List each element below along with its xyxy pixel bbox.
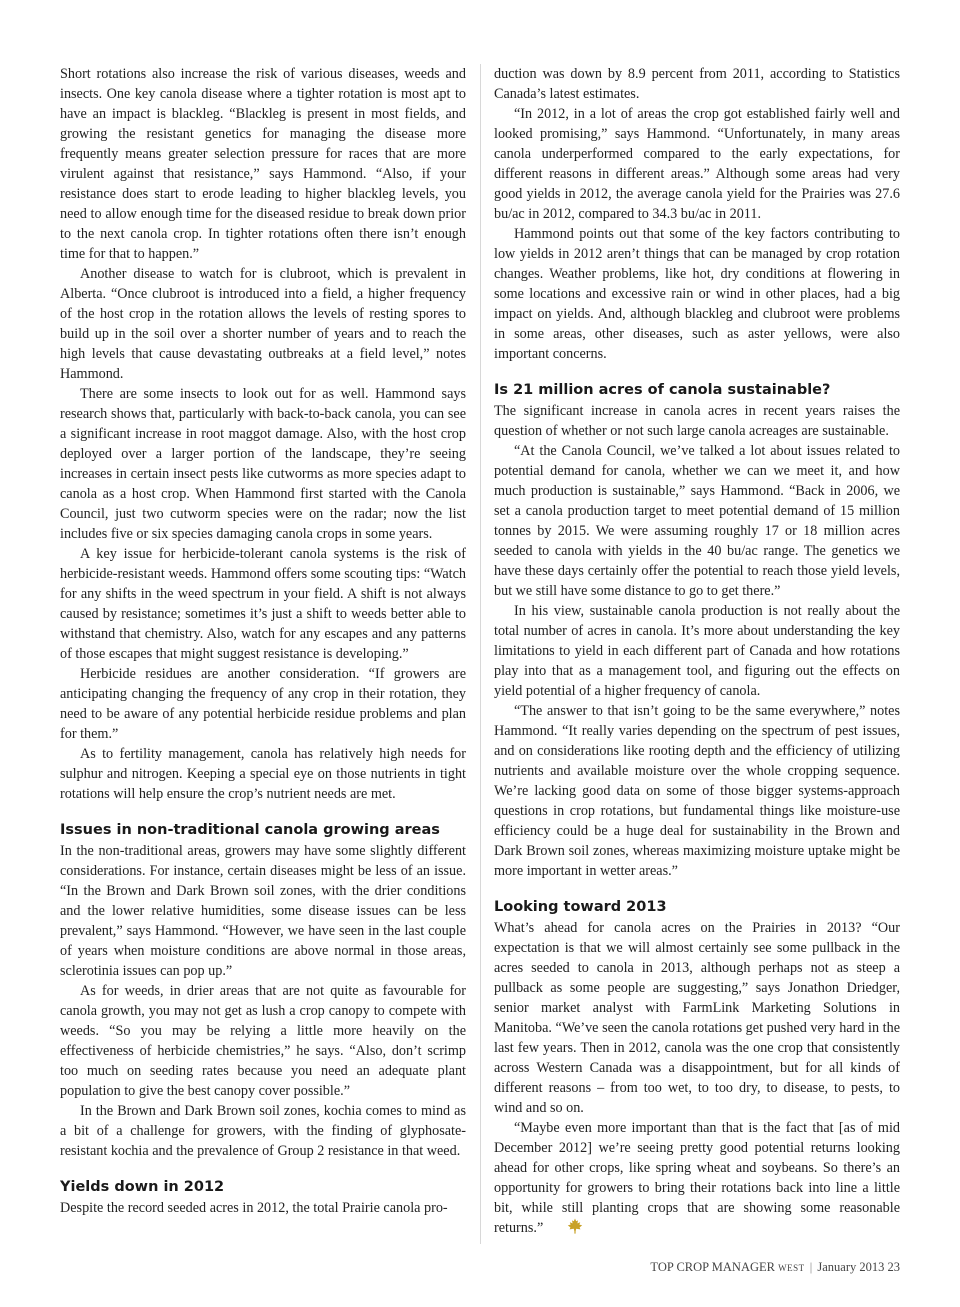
left-column [60,64,466,1218]
column-divider [480,64,481,1244]
article-paragraph: As to fertility management, canola has relatively high needs for sulphur and nitrogen. Keeping a special eye on those nutrients in tight rotations will help ensure the crop’s nutrient needs are met. [60,746,466,802]
article-paragraph: A key issue for herbicide-tolerant canola systems is the risk of herbicide-resistant weeds. Hammond offers some scouting tips: “Watch for any shifts in the weed spectrum in your field. A shift is not always caused by resistance; sometimes it’s just a shift to weeds better able to withstand that chemistry. Also, watch for any escapes and any patterns of those escapes that might suggest resistance is developing.” [60,546,466,662]
article-paragraph: “The answer to that isn’t going to be the same everywhere,” notes Hammond. “It really varies depending on the spectrum of pest issues, and on considerations like rooting depth and the efficiency of utilizing nutrients and available moisture over the whole cropping sequence. We’re lacking good data on some of those bigger systems-approach questions in crop rotations, but fundamental things like moisture-use efficiency could be a huge deal for sustainability in the Brown and Dark Brown soil zones, whereas maximizing moisture uptake might be more important in wetter areas.” [494,703,900,879]
section-heading-yields: Yields down in 2012 [60,1179,225,1195]
section-heading-nontraditional: Issues in non-traditional canola growing areas [60,822,440,838]
article-paragraph: Short rotations also increase the risk of various diseases, weeds and insects. One key canola disease where a tighter rotation is most apt to have an impact is blackleg. “Blackleg is present in most fields, and growing the resistant genetics for managing the disease more frequently means greater selection pressure for races that are more virulent against that resistance,” says Hammond. “Also, if your resistance does start to erode leading to higher blackleg levels, you need to allow enough time for the diseased residue to break down prior to the next canola crop. In tighter rotations often there isn’t enough time for that to happen.” [60,66,466,262]
article-paragraph: Herbicide residues are another consideration. “If growers are anticipating changing the frequency of any crop in their rotation, they need to be aware of any potential herbicide residue problems and plan for them.” [60,666,466,742]
section-heading-2013: Looking toward 2013 [494,899,667,915]
edition-label: WEST [778,1263,805,1273]
article-paragraph: The significant increase in canola acres in recent years raises the question of whether or not such large canola acreages are sustainable. [494,403,900,439]
article-paragraph [494,1118,900,1238]
page-footer [650,1260,900,1275]
maple-leaf-icon [547,1218,563,1234]
article-paragraph: Another disease to watch for is clubroot, which is prevalent in Alberta. “Once clubroot is introduced into a field, a higher frequency of the host crop in the rotation allows the levels of resting spores to build up in the soil over a shorter number of years and to reach the high levels that cause devastating outbreaks at a field level,” notes Hammond. [60,266,466,382]
article-paragraph: As for weeds, in drier areas that are not quite as favourable for canola growth, you may not get as lush a crop canopy to compete with weeds. “So you may be relying a little more heavily on the effectiveness of herbicide chemistries,” he says. “Also, don’t scrimp too much on seeding rates because you need an adequate plant population to give the best canopy cover possible.” [60,983,466,1099]
article-paragraph: “In 2012, in a lot of areas the crop got established fairly well and looked promising,” says Hammond. “Unfortunately, in many areas canola underperformed compared to the early expectations, for different reasons in different areas.” Although some areas had very good yields in 2012, the average canola yield for the Prairies was 27.6 bu/ac in 2012, compared to 34.3 bu/ac in 2011. [494,106,900,222]
page-number: 23 [887,1260,900,1274]
article-paragraph: “At the Canola Council, we’ve talked a lot about issues related to potential demand for canola, whether we can we meet it, and how much production is sustainable,” says Hammond. “Back in 2006, we set a canola production target to meet potential demand of 15 million tonnes by 2015. We were assuming roughly 17 or 18 million acres seeded to canola with yields in the 40 bu/ac range. The genetics we have these days certainly offer the potential to reach those yield levels, but we still have some distance to go to get there.” [494,443,900,599]
footer-separator: | [809,1260,813,1274]
issue-date: January 2013 [817,1260,885,1274]
right-column [494,64,900,1238]
final-paragraph-text: “Maybe even more important than that is the fact that [as of mid December 2012] we’re seeing pretty good potential returns looking ahead for other crops, like spring wheat and soybeans. So there’s an opportunity for growers to bring their rotations back into line a little bit, while still planting crops that are showing some reasonable returns.” [494,1120,900,1236]
article-paragraph: In the non-traditional areas, growers may have some slightly different considerations. For instance, certain diseases might be less of an issue. “In the Brown and Dark Brown soil zones, with the drier conditions and the lower relative humidities, some disease issues can be less prevalent,” says Hammond. “However, we have seen in the last couple of years when moisture conditions are above normal in those areas, sclerotinia issues can pop up.” [60,843,466,979]
article-paragraph: In the Brown and Dark Brown soil zones, kochia comes to mind as a bit of a challenge for growers, with the finding of glyphosate-resistant kochia and the prevalence of Group 2 resistance in that weed. [60,1103,466,1159]
article-paragraph: Despite the record seeded acres in 2012, the total Prairie canola pro- [60,1200,448,1216]
article-paragraph: In his view, sustainable canola production is not really about the total number of acres in canola. It’s more about understanding the key limitations to yield in each different part of Canada and how rotations play into that as a management tool, and figuring out the effects on yield potential of a higher frequency of canola. [494,603,900,699]
section-heading-sustainable: Is 21 million acres of canola sustainable? [494,382,831,398]
magazine-name: TOP CROP MANAGER [650,1260,775,1274]
article-paragraph: What’s ahead for canola acres on the Prairies in 2013? “Our expectation is that we will almost certainly see some pullback in the acres seeded to canola in 2013, although perhaps not as steep a pullback as some people are suggesting,” says Jonathon Driedger, senior market analyst with FarmLink Marketing Solutions in Manitoba. “We’ve seen the canola rotations get pushed very hard in the last few years. Then in 2012, canola was the one crop that consistently across Western Canada was a disappointment, but for all kinds of different reasons – from too wet, to too dry, to disease, to pests, to wind and so on. [494,920,900,1116]
article-paragraph: Hammond points out that some of the key factors contributing to low yields in 2012 aren’t things that can be managed by crop rotation changes. Weather problems, like hot, dry conditions at flowering in some locations and excessive rain or wind in other places, had a big impact on yields. And, although blackleg and clubroot were problems in some areas, other diseases, such as aster yellows, were also important concerns. [494,226,900,362]
article-paragraph: There are some insects to look out for as well. Hammond says research shows that, particularly with back-to-back canola, you can see a significant increase in root maggot damage. Also, with the host crop deployed over a larger portion of the landscape, they’re seeing increases in certain insect pests like cutworms as more species adapt to canola as a host crop. When Hammond first started with the Canola Council, just two cutworm species were on the radar; now the list includes five or six species damaging canola crops in some years. [60,386,466,542]
article-paragraph: duction was down by 8.9 percent from 2011, according to Statistics Canada’s latest estimates. [494,66,900,102]
